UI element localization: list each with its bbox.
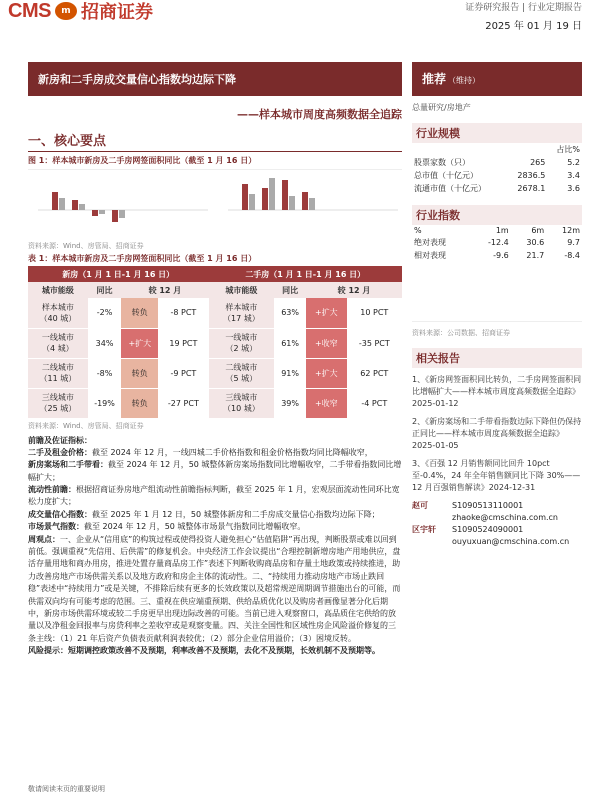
body-text xyxy=(28,435,402,658)
report-subtitle: ——样本城市周度高频数据全追踪 xyxy=(237,108,402,121)
recommendation-banner xyxy=(412,62,582,96)
idx-key: 绝对表现 xyxy=(414,238,446,247)
cell-delta: 19 PCT xyxy=(158,328,208,358)
cell-badge: +扩大 xyxy=(121,328,158,358)
cell-delta: -27 PCT xyxy=(158,388,208,418)
report-title: 新房和二手房成交量信心指数均边际下降 xyxy=(28,62,402,96)
idx-val: 30.6 xyxy=(526,238,545,247)
figure-source: 资料来源：Wind、房管局、招商证券 xyxy=(28,242,144,250)
basic-pct: 3.6 xyxy=(567,184,580,193)
report-type: 证券研究报告 | 行业定期报告 xyxy=(465,3,582,13)
basic-pct: 3.4 xyxy=(567,171,580,180)
basic-heading: 行业规模 xyxy=(412,123,582,143)
cell-badge-2: +收窄 xyxy=(306,328,347,358)
cell-city-2: 三线城市 （10 城） xyxy=(209,388,275,418)
col-vs: 较 12 月 xyxy=(121,282,208,298)
para-text: 截至 2025 年 1 月 12 日，50 城整体新房和二手房成交量信心指数均边际下降； xyxy=(92,509,380,519)
idx-col: 12m xyxy=(562,226,580,235)
basic-key: 流通市值（十亿元） xyxy=(414,184,486,193)
analyst-block xyxy=(412,500,582,546)
analyst-id: S1090524090001 xyxy=(452,525,524,534)
table-row xyxy=(412,169,582,182)
index-heading: 行业指数 xyxy=(412,205,582,225)
index-table xyxy=(412,225,582,262)
related-list xyxy=(412,374,582,494)
para-text: 一、企业从“信用底”的构筑过程或使得投资人避免担心“估值陷阱”再出现，判断股票或难以回到前低。强调重视“先信用、后供需”的修复机会。中央经济工作会议提出“合理控制新增房地产用地供应，盘活存量用地和商办用房，推进处置存量商品房工作”表述下判断收购商品房和存量土地政策或持续推进，助力改善房地产市场供需关系以及地方政府和房企主体的流动性。二、“持续用力推动房地产市场止跌回稳”表述中“持续用力”或是关键，不排除后续有更多的长效政策以及超常规逆周期调节措施出台的可能，而供需双向均有可能考虑的范围。三、重视在供应端重预期、供给品质优化以及购房者画像显著分化后期中，新房市场供需环境或较二手房更早出现边际改善的可能。当前已进入观察窗口，高品质住宅供给的放量以及净租金回报率与房贷利率之差收窄或是观察变量。四、关注全国性和区域性房企风险溢价修复的三条主线：（1）21 年后资产负债表贡献利润表较优；（2）部分企业信用溢价；（3）困境反转。 xyxy=(28,534,401,643)
basic-table xyxy=(412,143,582,195)
cell-badge: 转负 xyxy=(121,358,158,388)
group-header-second: 二手房（1 月 1 日-1 月 16 日） xyxy=(209,266,402,282)
cell-delta-2: -4 PCT xyxy=(347,388,402,418)
analyst-name: 赵可 xyxy=(412,501,428,510)
cell-city-2: 二线城市 （5 城） xyxy=(209,358,275,388)
sidebar xyxy=(412,102,582,548)
brand-logo xyxy=(8,0,153,22)
para-label: 成交量信心指数： xyxy=(28,509,92,519)
footer-note: 敬请阅读末页的重要说明 xyxy=(28,785,105,793)
col-city: 城市能级 xyxy=(28,282,88,298)
cell-city: 三线城市 （25 城） xyxy=(28,388,88,418)
cell-yoy-2: 63% xyxy=(274,298,306,328)
related-report-link[interactable]: 1、《新房网签面积同比转负，二手房网签面积同比增幅扩大——样本城市周度高频数据全追踪》2025-01-12 xyxy=(412,375,582,408)
idx-val: -9.6 xyxy=(493,251,509,260)
index-chart xyxy=(412,262,582,322)
cell-city: 一线城市 （4 城） xyxy=(28,328,88,358)
table-row xyxy=(28,388,402,418)
logo-cn: 招商证券 xyxy=(80,2,153,23)
analyst-email[interactable]: zhaoke@cmschina.com.cn xyxy=(452,513,558,522)
table-row xyxy=(412,182,582,195)
recommendation-note: （维持） xyxy=(448,76,481,85)
para-text: 根据招商证券房地产组流动性前瞻指标判断，截至 2025 年 1 月，宏观层面流动性同环比宽松力度扩大； xyxy=(28,485,400,507)
logo-en: CMS xyxy=(8,0,51,22)
basic-key: 股票家数（只） xyxy=(414,158,470,167)
cell-yoy-2: 39% xyxy=(274,388,306,418)
para-text: 截至 2024 年 12 月，50 城整体市场景气指数同比增幅收窄。 xyxy=(84,522,306,532)
idx-col: 6m xyxy=(531,226,545,235)
para-label: 周观点： xyxy=(28,534,60,544)
para-text: 截至 2024 年 12 月，一线四城二手价格指数和租金价格指数均同比降幅收窄， xyxy=(92,447,373,457)
chart-graphic xyxy=(28,170,402,240)
cell-yoy-2: 91% xyxy=(274,358,306,388)
idx-val: 9.7 xyxy=(567,238,580,247)
cell-city: 二线城市 （11 城） xyxy=(28,358,88,388)
table-row xyxy=(28,358,402,388)
col-yoy: 同比 xyxy=(88,282,122,298)
table-row xyxy=(28,328,402,358)
cell-yoy: -2% xyxy=(88,298,122,328)
col-yoy-2: 同比 xyxy=(274,282,306,298)
cell-delta-2: 10 PCT xyxy=(347,298,402,328)
table-source: 资料来源：Wind、房管局、招商证券 xyxy=(28,421,144,430)
cell-badge: 转负 xyxy=(121,388,158,418)
industry-label: 总量研究/房地产 xyxy=(412,103,471,112)
para-label: 二手及租金价格： xyxy=(28,447,92,457)
risk-text: 短期调控政策改善不及预期，利率改善不及预期，去化不及预期，长效机制不及预期等。 xyxy=(68,646,380,656)
basic-key: 总市值（十亿元） xyxy=(414,171,478,180)
para-text: 截至 2024 年 12 月，50 城整体新房案场指数同比增幅收窄，二手带看指数同比增幅扩大； xyxy=(28,460,402,482)
idx-col: 1m xyxy=(495,226,509,235)
idx-val: -12.4 xyxy=(488,238,509,247)
logo-mark-icon: m xyxy=(55,2,77,20)
cell-yoy: 34% xyxy=(88,328,122,358)
basic-col-pct: 占比% xyxy=(556,145,580,154)
table-row xyxy=(412,249,582,262)
basic-pct: 5.2 xyxy=(567,158,580,167)
figure-chart xyxy=(28,169,402,239)
cell-yoy: -8% xyxy=(88,358,122,388)
cell-yoy-2: 61% xyxy=(274,328,306,358)
group-header-new: 新房（1 月 1 日-1 月 16 日） xyxy=(28,266,209,282)
table-row xyxy=(412,236,582,249)
table-caption: 表 1：样本城市新房及二手房网签面积同比（截至 1 月 16 日） xyxy=(28,254,257,263)
basic-value: 2678.1 xyxy=(517,184,546,193)
para-label: 流动性前瞻： xyxy=(28,485,76,495)
cell-city-2: 一线城市 （2 城） xyxy=(209,328,275,358)
related-report-link[interactable]: 3、《百强 12 月销售额同比回升 10pct 至-0.4%，24 年全年销售额同比下降 30%——12 月百强销售解读》2024-12-31 xyxy=(412,459,581,492)
analyst-email[interactable]: ouyuxuan@cmschina.com.cn xyxy=(452,537,570,546)
idx-key: 相对表现 xyxy=(414,251,446,260)
summary-table xyxy=(28,266,402,419)
cell-yoy: -19% xyxy=(88,388,122,418)
para-label: 新房案场和二手带看： xyxy=(28,460,108,470)
basic-value: 265 xyxy=(530,158,546,167)
main-column xyxy=(28,130,402,658)
cell-city: 样本城市 （40 城） xyxy=(28,298,88,328)
basic-value: 2836.5 xyxy=(517,171,546,180)
report-meta xyxy=(465,0,582,32)
recommendation-label: 推荐 xyxy=(422,72,447,86)
cell-delta: -8 PCT xyxy=(158,298,208,328)
table-row xyxy=(28,298,402,328)
idx-col: % xyxy=(414,226,422,235)
cell-delta-2: -35 PCT xyxy=(347,328,402,358)
idx-val: -8.4 xyxy=(564,251,580,260)
cell-badge-2: +收窄 xyxy=(306,388,347,418)
analyst-name: 区宇轩 xyxy=(412,525,436,534)
cell-badge: 转负 xyxy=(121,298,158,328)
idx-val: 21.7 xyxy=(526,251,545,260)
section-heading: 一、核心要点 xyxy=(28,130,402,152)
cell-city-2: 样本城市 （17 城） xyxy=(209,298,275,328)
col-vs-2: 较 12 月 xyxy=(306,282,402,298)
related-report-link[interactable]: 2、《新房案场和二手带看指数边际下降但仍保持正同比——样本城市周度高频数据全追踪》2025-01-05 xyxy=(412,417,582,450)
analyst-id: S1090513110001 xyxy=(452,501,524,510)
related-heading: 相关报告 xyxy=(412,348,582,368)
index-source: 资料来源：公司数据、招商证券 xyxy=(412,329,510,337)
cell-delta: -9 PCT xyxy=(158,358,208,388)
cell-delta-2: 62 PCT xyxy=(347,358,402,388)
report-date: 2025 年 01 月 19 日 xyxy=(485,21,582,32)
col-city-2: 城市能级 xyxy=(209,282,275,298)
para-label: 市场景气指数： xyxy=(28,522,84,532)
cell-badge-2: +扩大 xyxy=(306,358,347,388)
table-row xyxy=(412,156,582,169)
risk-label: 风险提示： xyxy=(28,646,68,656)
figure-caption: 图 1：样本城市新房及二手房网签面积同比（截至 1 月 16 日） xyxy=(28,156,257,165)
para-heading: 前瞻及佐证指标： xyxy=(28,435,92,445)
cell-badge-2: +扩大 xyxy=(306,298,347,328)
